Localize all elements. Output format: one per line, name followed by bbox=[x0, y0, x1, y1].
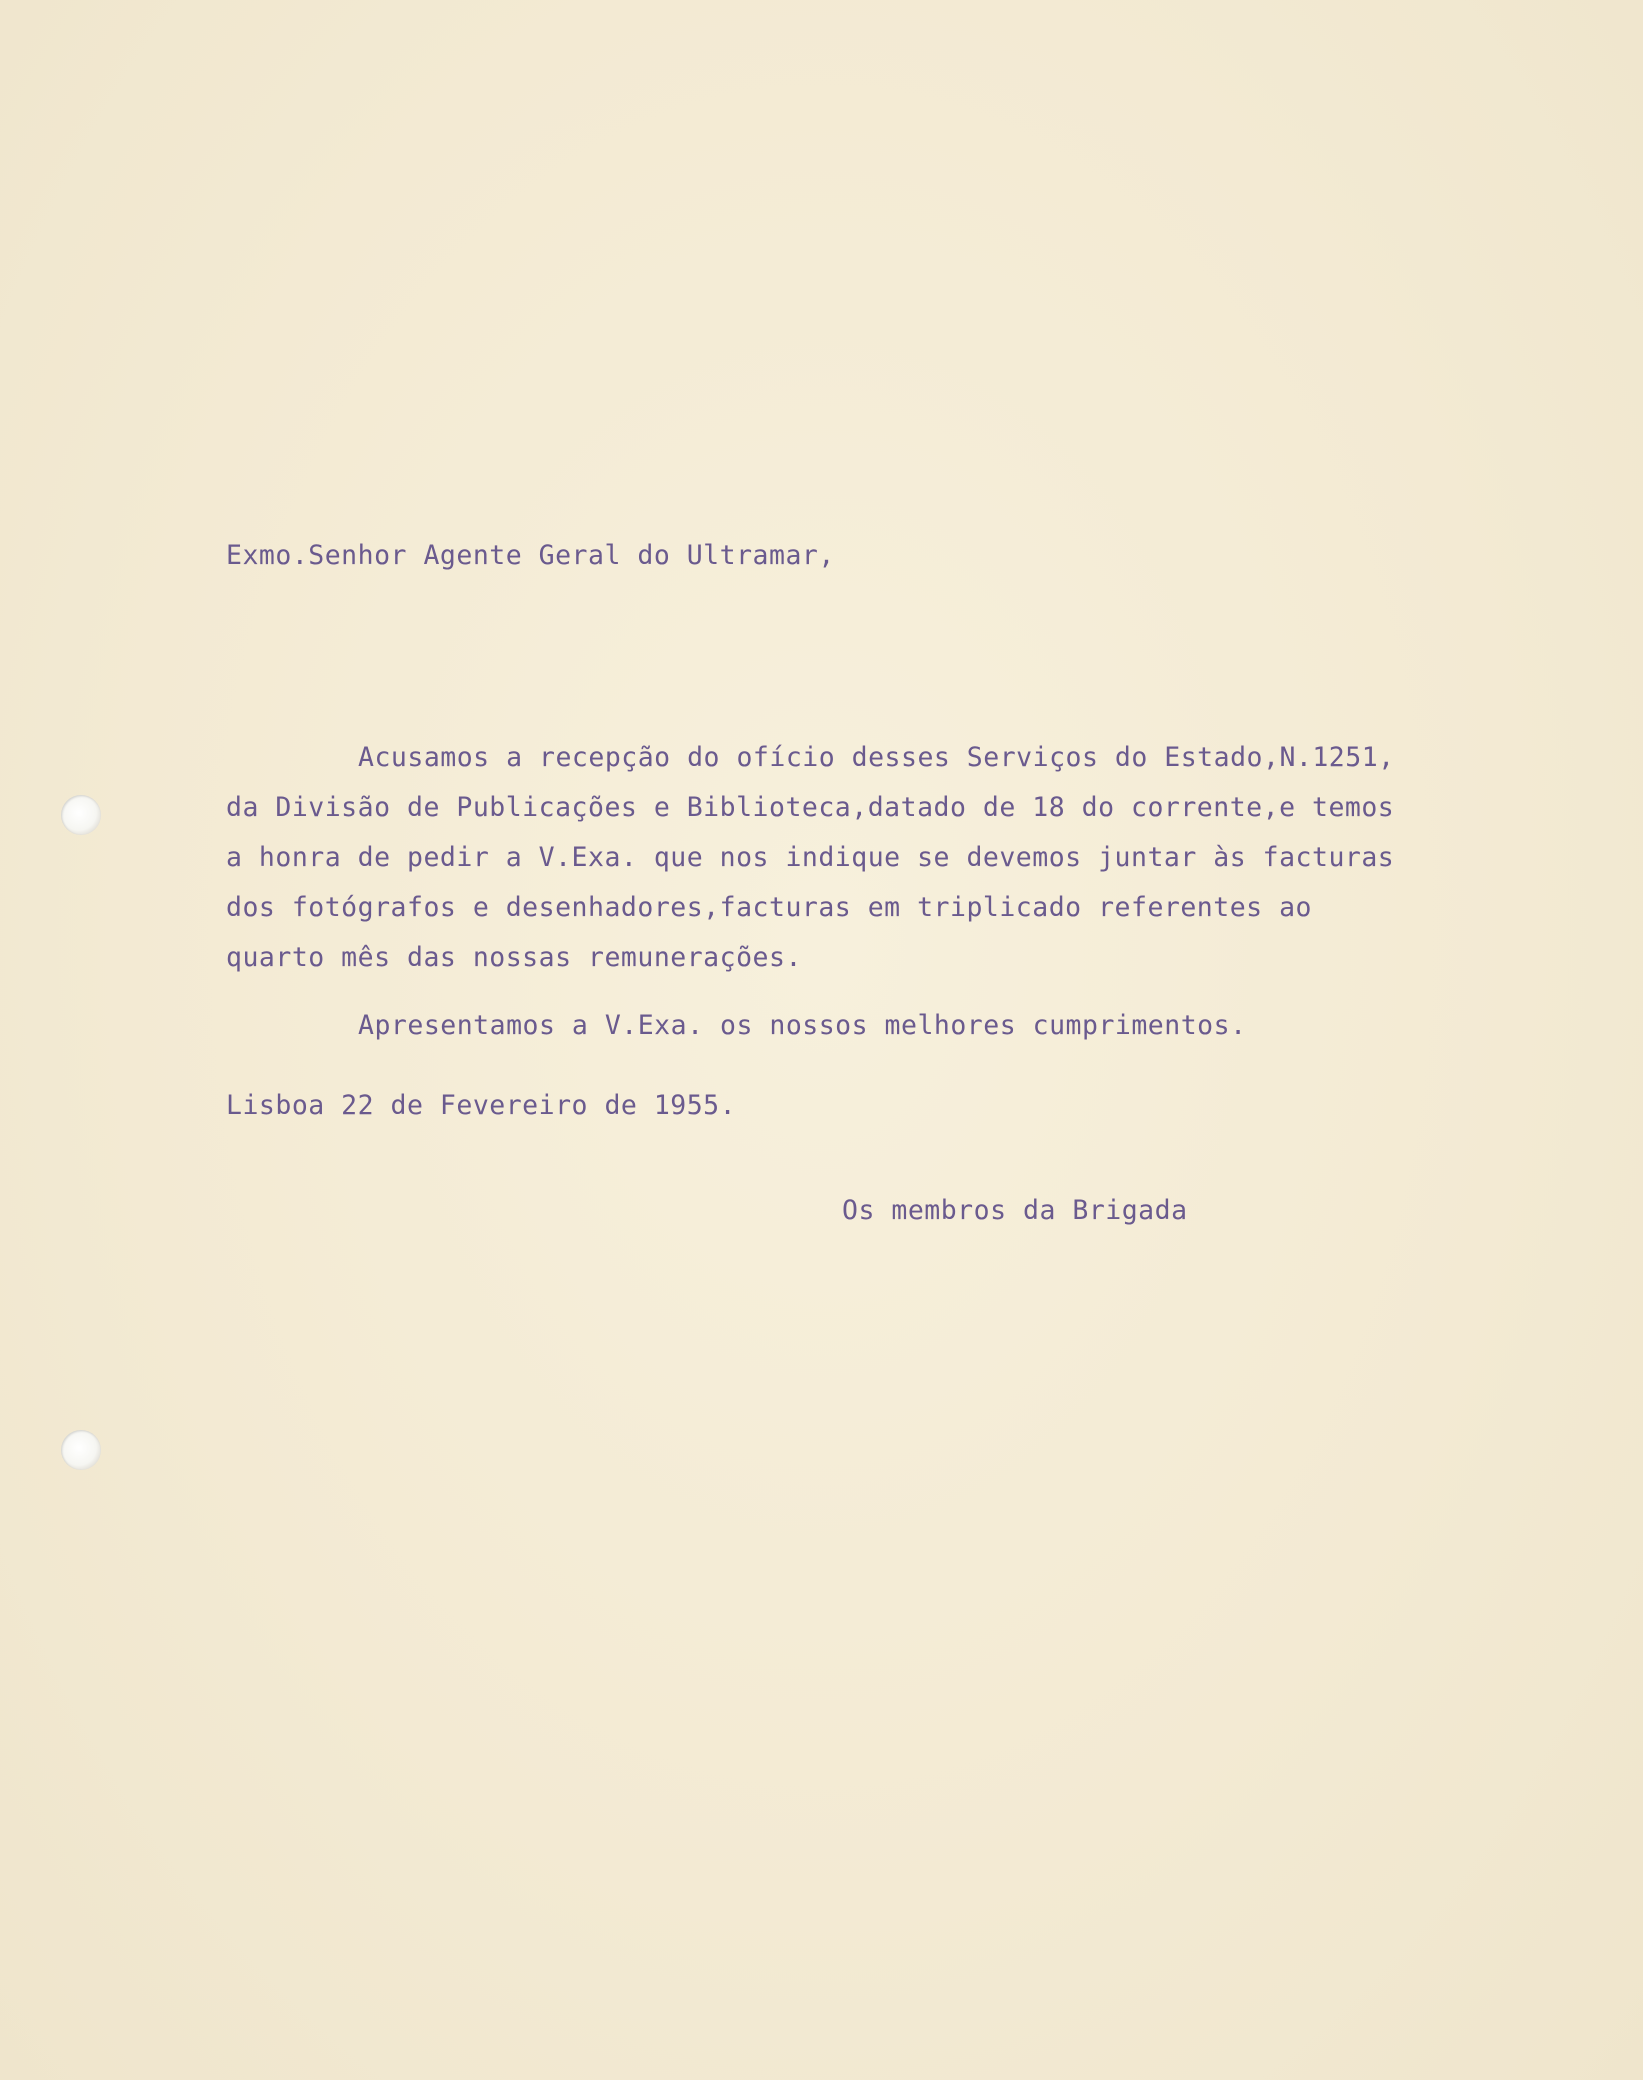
letter-date: Lisboa 22 de Fevereiro de 1955. bbox=[226, 1090, 737, 1121]
letter-body-line-1: Acusamos a recepção do ofício desses Serviços do Estado,N.1251, bbox=[358, 742, 1395, 773]
letter-signature: Os membros da Brigada bbox=[842, 1195, 1188, 1226]
letter-body-line-2: da Divisão de Publicações e Biblioteca,datado de 18 do corrente,e temos bbox=[226, 792, 1395, 823]
letter-salutation: Exmo.Senhor Agente Geral do Ultramar, bbox=[226, 540, 835, 571]
letter-body-line-4: dos fotógrafos e desenhadores,facturas em triplicado referentes ao bbox=[226, 892, 1312, 923]
punch-hole-bottom bbox=[61, 1430, 101, 1470]
punch-hole-top bbox=[61, 795, 101, 835]
letter-body-line-5: quarto mês das nossas remunerações. bbox=[226, 942, 802, 973]
letter-closing: Apresentamos a V.Exa. os nossos melhores cumprimentos. bbox=[358, 1010, 1247, 1041]
letter-body-line-3: a honra de pedir a V.Exa. que nos indique se devemos juntar às facturas bbox=[226, 842, 1395, 873]
